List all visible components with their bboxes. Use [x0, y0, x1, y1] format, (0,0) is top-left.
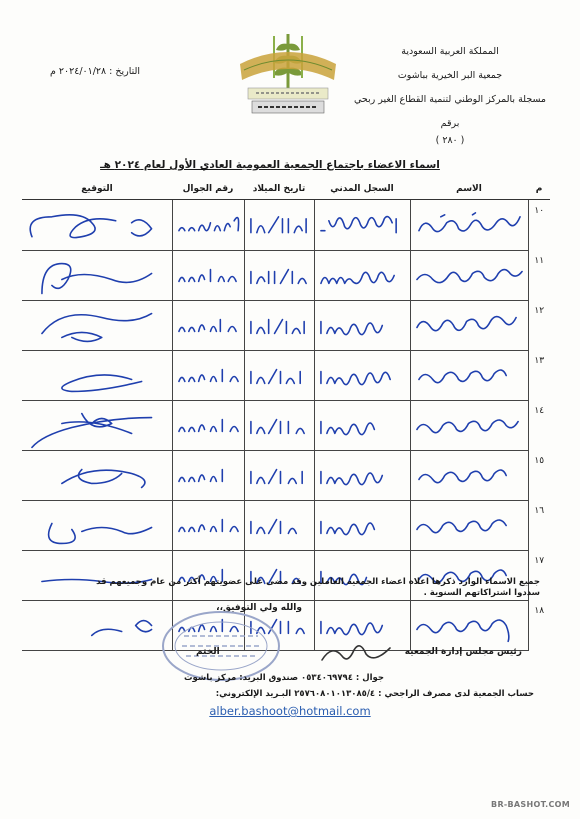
row-index: ١٤: [534, 406, 545, 416]
col-header-civil-record: السجل المدني: [314, 179, 410, 200]
table-row: [22, 500, 550, 550]
association-name: جمعية البر الخيرية بباشوت: [397, 70, 503, 81]
signature-cell: [22, 600, 172, 650]
chairman-label: رئيس مجلس إدارة الجمعيه: [404, 647, 522, 657]
signature-cell: [22, 350, 172, 400]
table-row: [22, 250, 550, 300]
registration-number: ( ٢٨٠ ): [435, 135, 465, 146]
registration-line: مسجلة بالمركز الوطني لتنمية القطاع الغير ربحي برقم: [353, 94, 547, 129]
row-index: ١٣: [534, 356, 545, 366]
handwritten-name: [410, 250, 528, 300]
table-row: [22, 400, 550, 450]
members-statement: جميع الاسماء الوارد ذكرها اعلاه اعضاء الجمعيه العاملين وقد مضى على عضويتهم أكثر من عام وجميعهم قد سددوا اشتراكاتهم السنوية .: [96, 577, 540, 598]
signature-cell: [22, 200, 172, 251]
handwritten-name: [410, 200, 528, 251]
site-watermark: BR-BASHOT.COM: [491, 800, 570, 809]
handwritten-birth-date: [244, 350, 314, 400]
handwritten-civil-record: [314, 500, 410, 550]
signature-cell: [22, 500, 172, 550]
col-header-index: م: [528, 179, 550, 200]
handwritten-civil-record: [314, 200, 410, 251]
handwritten-civil-record: [314, 450, 410, 500]
signature-cell: [22, 450, 172, 500]
handwritten-civil-record: [314, 400, 410, 450]
handwritten-name: [410, 400, 528, 450]
handwritten-name: [410, 600, 528, 650]
handwritten-mobile: [172, 450, 244, 500]
signature-cell: [22, 400, 172, 450]
signature-cell: [22, 250, 172, 300]
signature-cell: [22, 300, 172, 350]
handwritten-birth-date: [244, 500, 314, 550]
handwritten-birth-date: [244, 200, 314, 251]
table-row: [22, 450, 550, 500]
handwritten-mobile: [172, 500, 244, 550]
handwritten-mobile: [172, 250, 244, 300]
contact-line: جوال : ٠٥٣٤٠٦٩٧٩٤ صندوق البريد: مركز باشوت: [183, 673, 384, 683]
handwritten-birth-date: [244, 400, 314, 450]
stamp-label: الختم: [196, 647, 220, 657]
col-header-mobile: رقم الجوال: [172, 179, 244, 200]
handwritten-name: [410, 500, 528, 550]
handwritten-mobile: [172, 350, 244, 400]
handwritten-mobile: [172, 200, 244, 251]
handwritten-civil-record: [314, 350, 410, 400]
chairman-signature: [316, 636, 396, 676]
handwritten-name: [410, 350, 528, 400]
table-header-row: [22, 179, 550, 200]
handwritten-name: [410, 450, 528, 500]
row-index: ١٠: [534, 206, 545, 216]
row-index: ١٢: [534, 306, 545, 316]
table-row: [22, 200, 550, 251]
handwritten-name: [410, 300, 528, 350]
bank-line: حساب الجمعية لدى مصرف الراجحي : ٢٥٧٦٠٨٠١٠١٣٠٨٥/٤ البـريد الإلكتروني:: [215, 689, 534, 699]
handwritten-birth-date: [244, 450, 314, 500]
row-index: ١١: [534, 256, 545, 266]
closing-blessing: والله ولي التوفيق،،: [216, 603, 302, 613]
row-index: ١٦: [534, 506, 545, 516]
handwritten-civil-record: [314, 300, 410, 350]
row-index: ١٧: [534, 556, 545, 566]
document-title: اسماء الاعضاء باجتماع الجمعية العمومية العادي الأول لعام ٢٠٢٤ هـ: [100, 159, 440, 171]
col-header-name: الاسم: [410, 179, 528, 200]
table-row: [22, 300, 550, 350]
row-index: ١٨: [534, 606, 545, 616]
col-header-signature: التوقيع: [22, 179, 172, 200]
letterhead-right: [350, 40, 550, 146]
handwritten-mobile: [172, 400, 244, 450]
row-index: ١٥: [534, 456, 545, 466]
handwritten-mobile: [172, 300, 244, 350]
table-row: [22, 350, 550, 400]
document-date: التاريخ : ٢٠٢٤/٠١/٢٨ م: [50, 66, 141, 77]
kingdom-name: المملكة العربية السعودية: [401, 46, 499, 57]
handwritten-civil-record: [314, 250, 410, 300]
col-header-birth-date: تاريخ الميلاد: [244, 179, 314, 200]
email-link[interactable]: alber.bashoot@hotmail.com: [209, 704, 371, 718]
association-logo: [234, 30, 342, 122]
handwritten-birth-date: [244, 250, 314, 300]
handwritten-birth-date: [244, 300, 314, 350]
